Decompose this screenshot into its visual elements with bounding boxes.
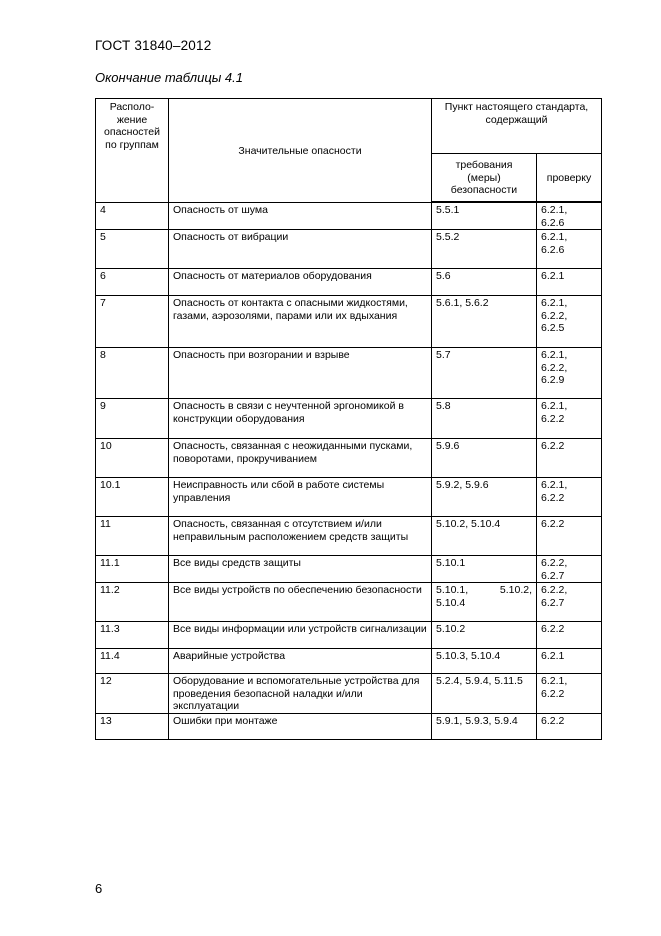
cell-verification: 6.2.2 — [537, 439, 602, 478]
cell-group: 8 — [96, 348, 169, 399]
cell-hazard: Аварийные устройства — [169, 649, 432, 674]
cell-verification: 6.2.2 — [537, 622, 602, 649]
cell-hazard: Опасность от вибрации — [169, 230, 432, 269]
cell-requirements: 5.10.3, 5.10.4 — [432, 649, 537, 674]
cell-hazard: Оборудование и вспомогательные устройства для проведения безопасной наладки и/или эксплуатации — [169, 674, 432, 714]
header-clause: Пункт настоящего стандарта, содержащий — [432, 99, 602, 154]
table-row — [96, 649, 602, 674]
cell-verification: 6.2.1, 6.2.6 — [537, 230, 602, 269]
cell-group: 4 — [96, 202, 169, 230]
cell-group: 13 — [96, 714, 169, 740]
cell-hazard: Опасность в связи с неучтенной эргономикой в конструкции оборудования — [169, 399, 432, 439]
table-row — [96, 517, 602, 556]
cell-requirements: 5.9.2, 5.9.6 — [432, 478, 537, 517]
cell-group: 6 — [96, 269, 169, 296]
cell-group: 11.2 — [96, 583, 169, 622]
table-row — [96, 556, 602, 583]
cell-group: 10 — [96, 439, 169, 478]
page-number: 6 — [95, 881, 103, 896]
cell-requirements: 5.8 — [432, 399, 537, 439]
header-requirements: требования (меры) безопасности — [432, 154, 537, 203]
cell-requirements: 5.6 — [432, 269, 537, 296]
cell-group: 11.1 — [96, 556, 169, 583]
table-row — [96, 583, 602, 622]
table-row — [96, 478, 602, 517]
table-row — [96, 202, 602, 230]
cell-requirements: 5.5.2 — [432, 230, 537, 269]
document-code: ГОСТ 31840–2012 — [95, 38, 212, 53]
table-row — [96, 622, 602, 649]
cell-requirements: 5.10.1 — [432, 556, 537, 583]
table-row — [96, 399, 602, 439]
hazards-table — [95, 98, 602, 740]
cell-group: 7 — [96, 296, 169, 348]
cell-verification: 6.2.1, 6.2.2 — [537, 674, 602, 714]
cell-verification: 6.2.2 — [537, 714, 602, 740]
cell-requirements: 5.6.1, 5.6.2 — [432, 296, 537, 348]
header-group: Располо- жение опасностей по группам — [96, 99, 169, 203]
cell-requirements: 5.10.2, 5.10.4 — [432, 517, 537, 556]
cell-group: 10.1 — [96, 478, 169, 517]
header-verification: проверку — [537, 154, 602, 203]
table-row — [96, 230, 602, 269]
table-row — [96, 348, 602, 399]
cell-group: 11.3 — [96, 622, 169, 649]
cell-verification: 6.2.1 — [537, 269, 602, 296]
cell-verification: 6.2.2, 6.2.7 — [537, 556, 602, 583]
cell-hazard: Опасность от контакта с опасными жидкостями, газами, аэрозолями, парами или их вдыхания — [169, 296, 432, 348]
cell-hazard: Опасность от шума — [169, 202, 432, 230]
table-row — [96, 296, 602, 348]
cell-hazard: Все виды средств защиты — [169, 556, 432, 583]
table-caption: Окончание таблицы 4.1 — [95, 70, 244, 85]
cell-verification: 6.2.1 — [537, 649, 602, 674]
cell-group: 5 — [96, 230, 169, 269]
table-row — [96, 714, 602, 740]
header-hazard: Значительные опасности — [169, 99, 432, 203]
cell-verification: 6.2.1, 6.2.6 — [537, 202, 602, 230]
cell-verification: 6.2.2, 6.2.7 — [537, 583, 602, 622]
cell-requirements: 5.9.6 — [432, 439, 537, 478]
cell-requirements: 5.2.4, 5.9.4, 5.11.5 — [432, 674, 537, 714]
table-row — [96, 439, 602, 478]
cell-group: 12 — [96, 674, 169, 714]
cell-requirements: 5.9.1, 5.9.3, 5.9.4 — [432, 714, 537, 740]
cell-group: 9 — [96, 399, 169, 439]
cell-requirements: 5.5.1 — [432, 202, 537, 230]
table-row — [96, 674, 602, 714]
cell-verification: 6.2.2 — [537, 517, 602, 556]
cell-hazard: Все виды информации или устройств сигнализации — [169, 622, 432, 649]
cell-verification: 6.2.1, 6.2.2 — [537, 399, 602, 439]
cell-hazard: Опасность, связанная с отсутствием и/или неправильным расположением средств защиты — [169, 517, 432, 556]
cell-verification: 6.2.1, 6.2.2 — [537, 478, 602, 517]
cell-hazard: Все виды устройств по обеспечению безопасности — [169, 583, 432, 622]
cell-verification: 6.2.1, 6.2.2, 6.2.5 — [537, 296, 602, 348]
table-row — [96, 269, 602, 296]
cell-verification: 6.2.1, 6.2.2, 6.2.9 — [537, 348, 602, 399]
cell-requirements: 5.10.2 — [432, 622, 537, 649]
cell-hazard: Ошибки при монтаже — [169, 714, 432, 740]
cell-group: 11.4 — [96, 649, 169, 674]
cell-requirements: 5.7 — [432, 348, 537, 399]
cell-group: 11 — [96, 517, 169, 556]
cell-requirements: 5.10.1, 5.10.2, 5.10.4 — [432, 583, 537, 622]
cell-hazard: Опасность от материалов оборудования — [169, 269, 432, 296]
cell-hazard: Неисправность или сбой в работе системы управления — [169, 478, 432, 517]
cell-hazard: Опасность, связанная с неожиданными пусками, поворотами, прокручиванием — [169, 439, 432, 478]
cell-hazard: Опасность при возгорании и взрыве — [169, 348, 432, 399]
